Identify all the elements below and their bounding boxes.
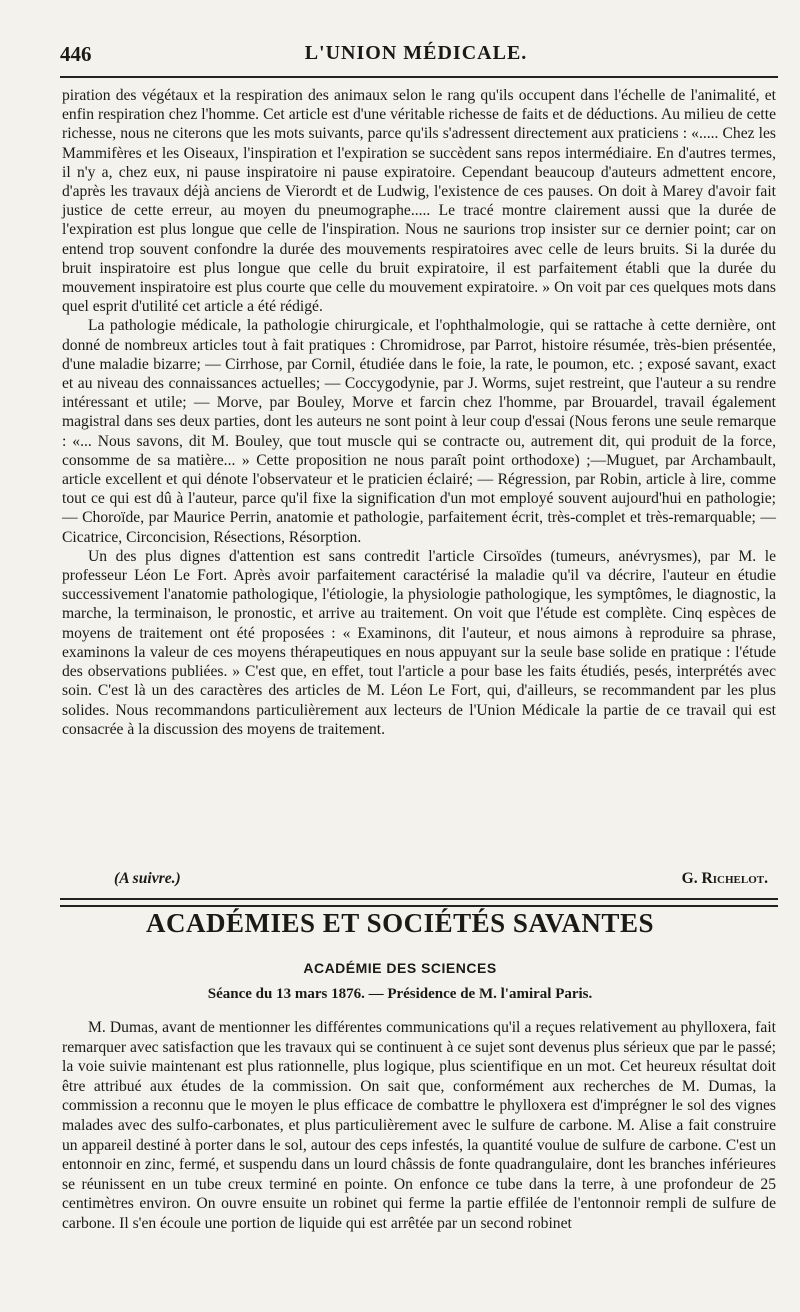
article-body — [62, 86, 776, 739]
academy-body — [62, 1018, 776, 1234]
article-paragraph-3: Un des plus dignes d'attention est sans contredit l'article Cirsoïdes (tumeurs, anévrysmes), par M. le professeur Léon Le Fort. Après avoir parfaitement caractérisé la maladie qu'il va décrire, l'auteur en étudie successivement l'anatomie pathologique, l'étiologie, la physiologie pathologique, les symptômes, le diagnostic, la marche, la terminaison, le pronostic, et arrive au traitement. On voit que l'étude est complète. Cinq espèces de moyens de traitement ont été proposées : « Examinons, dit l'auteur, et nous aimons à reproduire sa phrase, examinons la valeur de ces moyens thérapeutiques en nous appuyant sur la seule base solide en pratique : l'étude des observations publiées. » C'est que, en effet, tout l'article a pour base les faits étudiés, pesés, interprétés avec soin. C'est là un des caractères des articles de M. Léon Le Fort, qui, d'ailleurs, se recommandent par les plus solides. Nous recommandons particulièrement aux lecteurs de l'Union Médicale la partie de ce travail qui est consacrée à la discussion des moyens de traitement. — [62, 547, 776, 738]
article-paragraph-2: La pathologie médicale, la pathologie chirurgicale, et l'ophthalmologie, qui se rattache à cette dernière, ont donné de nombreux articles tout à fait pratiques : Chromidrose, par Parrot, histoire résumée, très-bien présentée, d'une maladie bizarre; — Cirrhose, par Cornil, étudiée dans le foie, la rate, le poumon, etc. ; exposé savant, exact et au niveau des connaissances actuelles; — Coccygodynie, par J. Worms, sujet restreint, que l'auteur a su rendre intéressant et utile; — Morve, par Bouley, Morve et farcin chez l'homme, par Brouardel, travail également magistral dans ses deux parties, dont les auteurs ne sont point à leur coup d'essai (Nous ferons une seule remarque : «... Nous savons, dit M. Bouley, que tout muscle qui se contracte ou, autrement dit, qui produit de la force, consomme de sa matière... » Cette proposition ne nous paraît point orthodoxe) ;—Muguet, par Archambault, article excellent et qui dénote l'observateur et le praticien éclairé; — Régression, par Robin, article à lire, comme tout ce qui est dû à l'auteur, parce qu'il fixe la signification d'un mot employé souvent aujourd'hui en pathologie; — Choroïde, par Maurice Perrin, anatomie et pathologie, parfaitement écrit, très-complet et très-remarquable; — Cicatrice, Circoncision, Résections, Résorption. — [62, 317, 776, 546]
running-title: L'UNION MÉDICALE. — [304, 42, 528, 64]
academy-paragraph-1: M. Dumas, avant de mentionner les différentes communications qu'il a reçues relativement au phylloxera, fait remarquer avec satisfaction que les travaux qui se continuent à ce sujet sont devenus plus sérieux que par le passé; la voie suivie maintenant est plus rationnelle, plus logique, plus scientifique en un mot. Cet heureux résultat doit être attribué aux études de la commission. On sait que, conformément aux recherches de M. Dumas, la commission a reconnu que le moyen le plus efficace de combattre le phylloxera est d'imprégner le sol des vignes malades avec des sulfo-carbonates, et plus particulièrement avec le sulfure de carbone. M. Alise a fait construire un appareil destiné à porter dans le sol, autour des ceps infestés, la quantité voulue de sulfure de carbone. C'est un entonnoir en zinc, fermé, et suspendu dans un lourd châssis de fonte quadrangulaire, dont les branches inférieures se réunissent en un tube creux terminé en pointe. On enfonce ce tube dans la terre, à une profondeur de 25 centimètres environ. On ouvre ensuite un robinet qui ferme la partie effilée de l'entonnoir rempli de sulfure de carbone. Il s'en écoule une portion de liquide qui est arrêtée par un second robinet — [62, 1019, 776, 1232]
section-divider — [60, 898, 778, 907]
page-number: 446 — [60, 42, 92, 66]
header-rule — [60, 76, 778, 78]
subsection-title: ACADÉMIE DES SCIENCES — [303, 960, 497, 976]
author-signature: G. Richelot. — [681, 870, 768, 887]
article-footer — [62, 870, 776, 890]
section-title: ACADÉMIES ET SOCIÉTÉS SAVANTES — [146, 908, 654, 938]
to-be-continued: (A suivre.) — [114, 870, 181, 887]
session-line: Séance du 13 mars 1876. — Présidence de M. l'amiral Paris. — [207, 986, 593, 1002]
page-header — [60, 38, 772, 72]
article-paragraph-1: piration des végétaux et la respiration des animaux selon le rang qu'ils occupent dans l'échelle de l'animalité, et enfin respiration chez l'homme. Cet article est d'une véritable richesse de faits et de déductions. Au milieu de cette richesse, nous ne citerons que les mots suivants, parce qu'ils s'adressent directement aux praticiens : «..... Chez les Mammifères et les Oiseaux, l'inspiration et l'expiration se succèdent sans repos intermédiaire. En d'autres termes, il n'y a, chez eux, ni pause inspiratoire ni pause expiratoire. Cependant beaucoup d'auteurs admettent encore, d'après les travaux déjà anciens de Vierordt et de Ludwig, l'existence de ces pauses. On doit à Marey d'avoir fait justice de cette erreur, au moyen du pneumographe..... Le tracé montre clairement aussi que la durée de l'expiration est plus longue que celle de l'inspiration. Nous ne saurions trop insister sur ce dernier point; car on entend trop souvent confondre la durée des mouvements respiratoires avec celle de leurs bruits. Si la durée du bruit inspiratoire est plus longue que celle du bruit expiratoire, il est parfaitement établi que la durée du mouvement inspiratoire est plus courte que celle du mouvement expiratoire. » On voit par ces quelques mots dans quel esprit d'utilité cet article a été rédigé. — [62, 87, 776, 316]
